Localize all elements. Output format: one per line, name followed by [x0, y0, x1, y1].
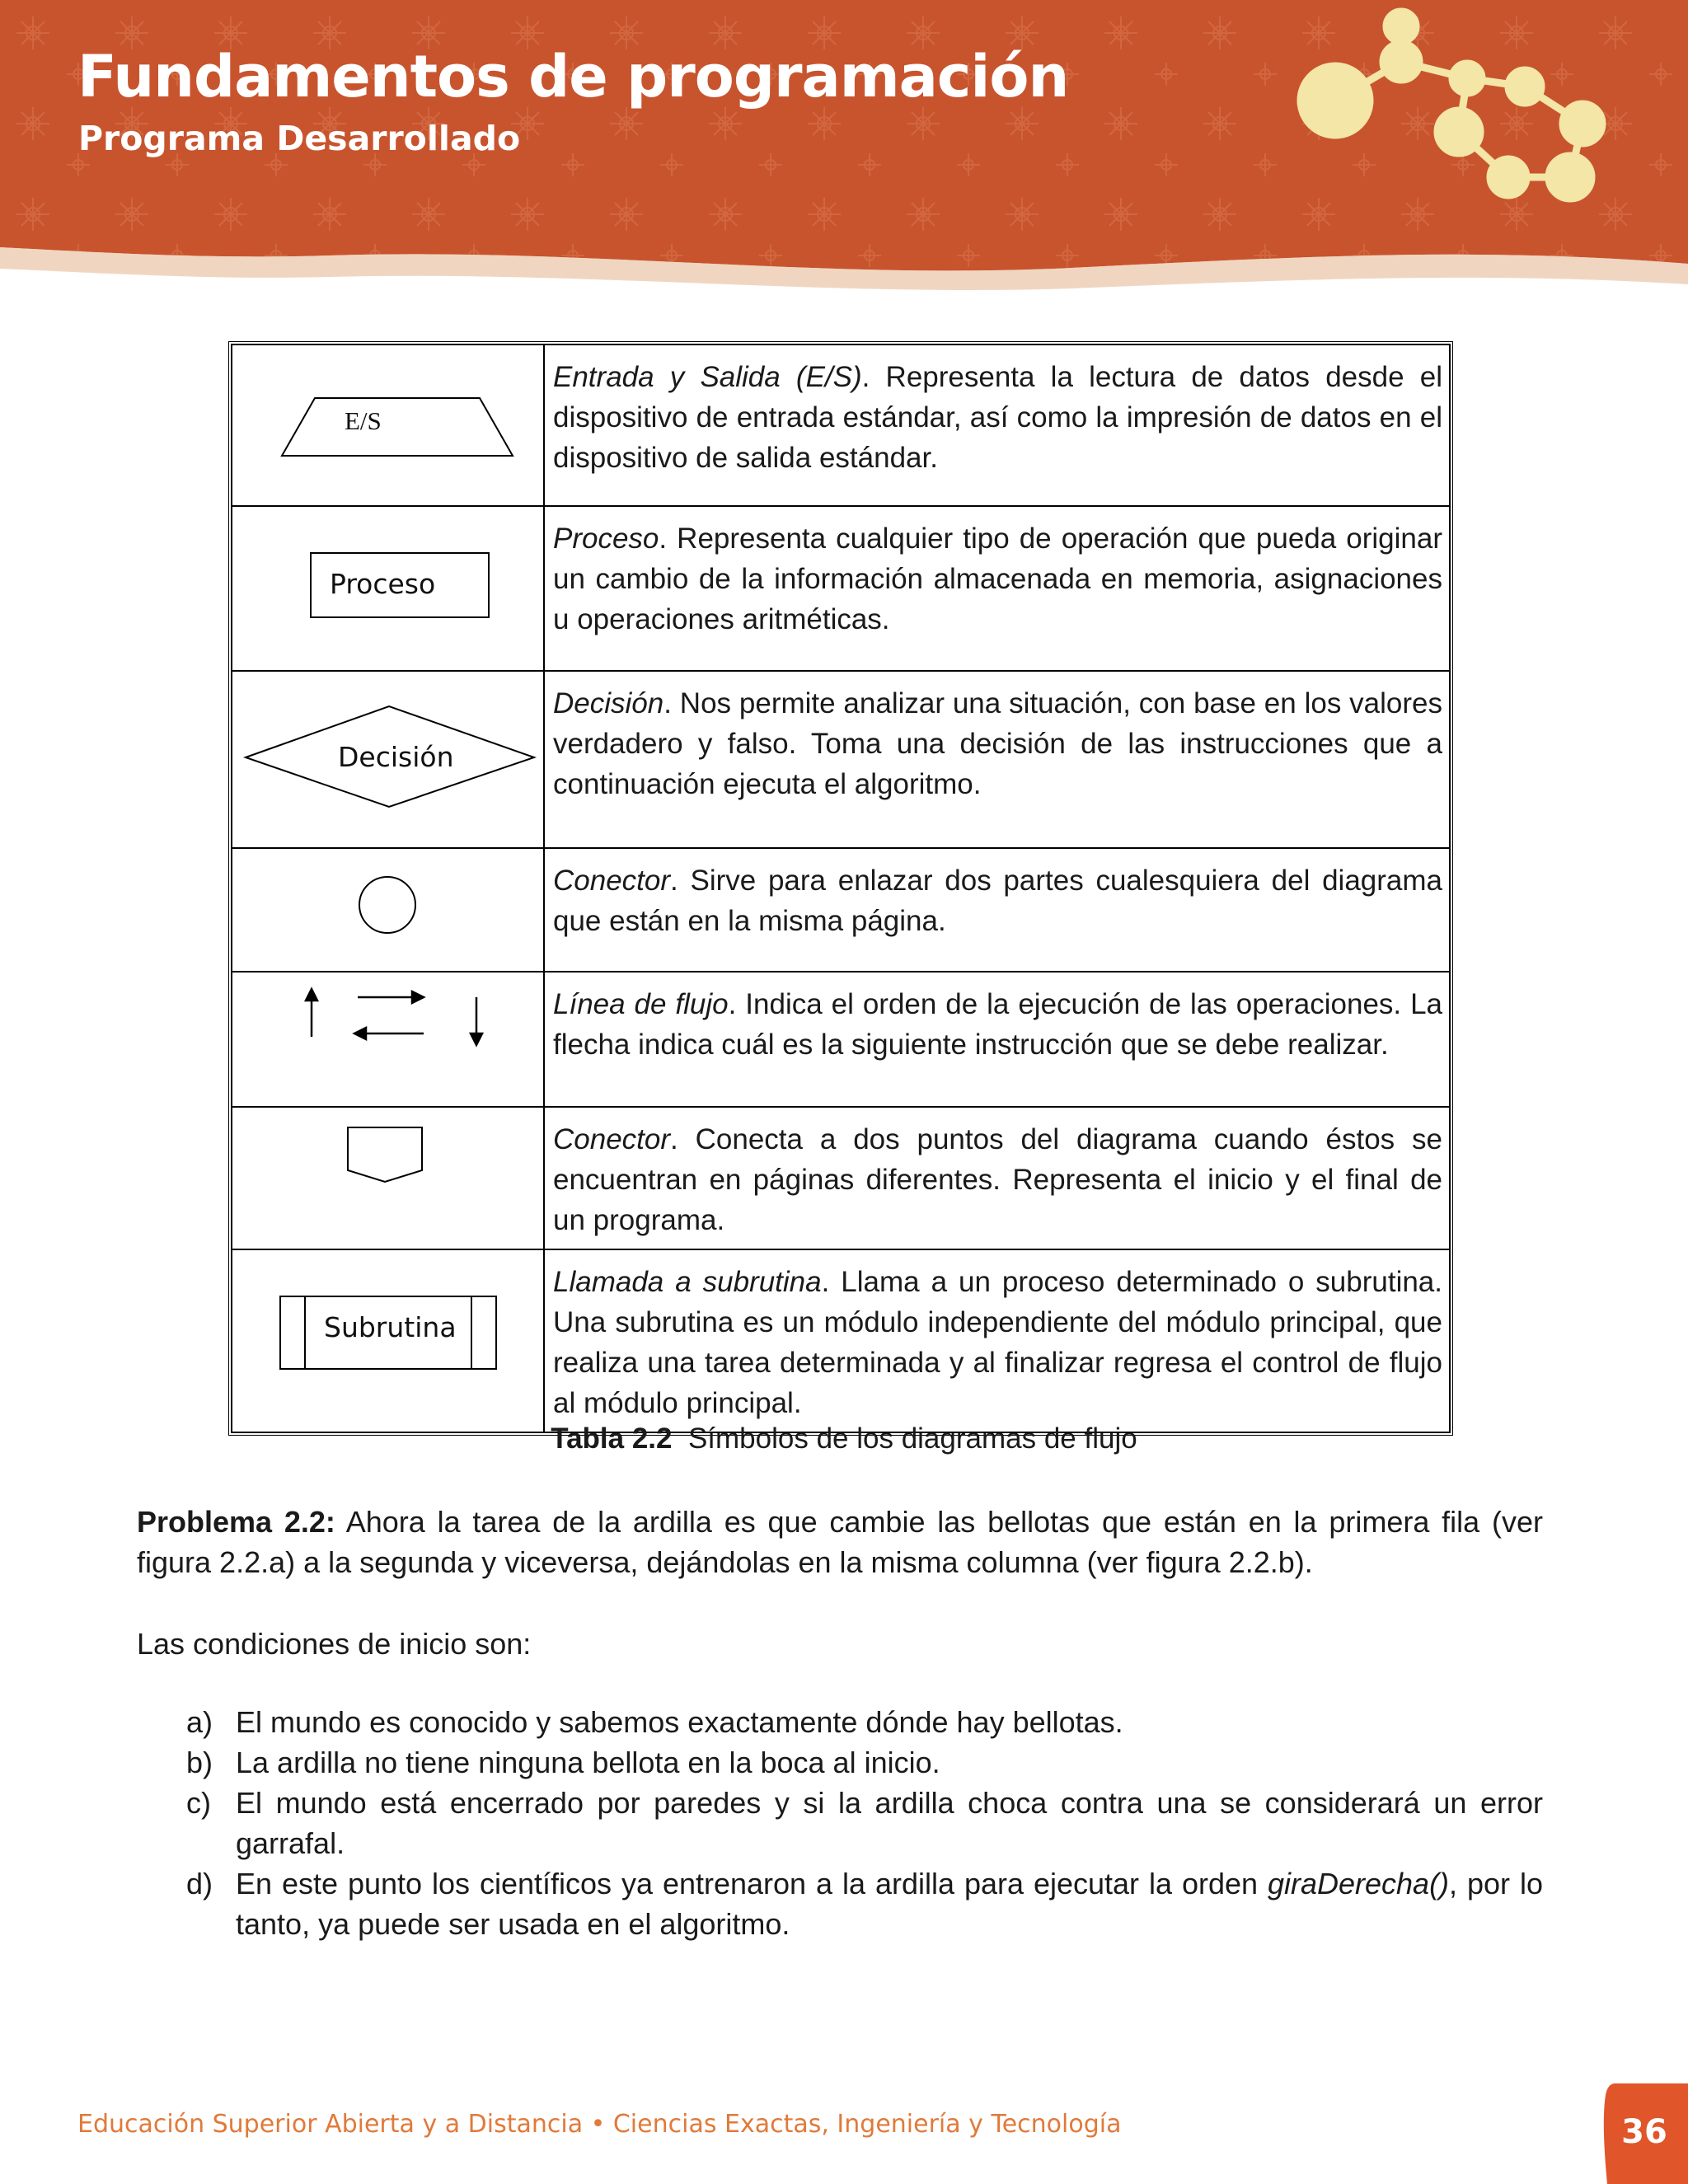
list-item-text: El mundo está encerrado por paredes y si la ardilla choca contra una se considerará un error garrafal. [236, 1786, 1543, 1860]
table-caption-text: Símbolos de los diagramas de flujo [687, 1422, 1137, 1455]
symbol-label: E/S [345, 406, 382, 435]
header-banner [0, 0, 1688, 297]
symbol-term: Llamada a subrutina [553, 1266, 822, 1298]
table-row [232, 506, 1450, 671]
description-cell [544, 1107, 1450, 1249]
page-number: 36 [1621, 2113, 1667, 2151]
list-item-text: En este punto los científicos ya entrenaron a la ardilla para ejecutar la orden [236, 1867, 1268, 1900]
symbol-cell [232, 1249, 544, 1432]
list-marker: c) [186, 1786, 211, 1820]
page-title: Fundamentos de programación [77, 43, 1069, 110]
problem-text: Ahora la tarea de la ardilla es que cambie las bellotas que están en la primera fila (ver figura 2.2.a) a la segunda y viceversa, dejándolas en la misma columna (ver figura 2.2.b). [137, 1505, 1543, 1579]
symbol-description: . Conecta a dos puntos del diagrama cuando éstos se encuentran en páginas diferentes. Representa el inicio y el final de un programa. [553, 1123, 1442, 1236]
list-marker: a) [186, 1705, 213, 1739]
table-row [232, 671, 1450, 848]
description-cell [544, 972, 1450, 1107]
page-subtitle: Programa Desarrollado [78, 119, 521, 158]
table-caption [0, 1422, 1688, 1455]
conditions-intro: Las condiciones de inicio son: [137, 1627, 532, 1661]
footer-text: Educación Superior Abierta y a Distancia • Ciencias Exactas, Ingeniería y Tecnología [77, 2110, 1122, 2139]
description-cell [544, 506, 1450, 671]
parallelogram-icon [232, 345, 543, 507]
symbol-cell [232, 506, 544, 671]
symbol-cell [232, 1107, 544, 1249]
list-marker: b) [186, 1746, 213, 1779]
table-row [232, 972, 1450, 1107]
symbol-label: Proceso [330, 568, 436, 600]
list-item-text: , por lo tanto, ya puede ser usada en el algoritmo. [236, 1867, 1543, 1941]
list-marker: d) [186, 1867, 213, 1900]
table-row [232, 344, 1450, 506]
list-item [137, 1742, 1543, 1783]
symbol-term: Entrada y Salida (E/S) [553, 361, 862, 393]
problem-label: Problema 2.2: [137, 1505, 335, 1539]
symbol-term: Línea de flujo [553, 988, 729, 1020]
symbol-description: . Nos permite analizar una situación, con base en los valores verdadero y falso. Toma una decisión de las instrucciones que a continuación ejecuta el algoritmo. [553, 687, 1442, 800]
symbol-term: Decisión [553, 687, 664, 719]
symbol-description: . Indica el orden de la ejecución de las operaciones. La flecha indica cuál es la siguiente instrucción que se debe realizar. [553, 988, 1443, 1061]
symbol-cell [232, 848, 544, 972]
circle-icon [232, 849, 543, 972]
arrows-icon [232, 972, 543, 1108]
list-item [137, 1863, 1543, 1944]
symbol-label: Subrutina [324, 1311, 457, 1343]
symbol-description: . Representa la lectura de datos desde el dispositivo de entrada estándar, así como la impresión de datos en el dispositivo de salida estándar. [553, 361, 1442, 474]
symbol-cell [232, 972, 544, 1107]
problem-paragraph [137, 1502, 1543, 1582]
description-cell [544, 344, 1450, 506]
description-cell [544, 671, 1450, 848]
table-row [232, 1107, 1450, 1249]
code-reference: giraDerecha() [1267, 1867, 1450, 1900]
symbol-description: . Representa cualquier tipo de operación que pueda originar un cambio de la información almacenada en memoria, asignaciones u operaciones aritméticas. [553, 523, 1442, 635]
list-item [137, 1702, 1543, 1742]
list-item [137, 1783, 1543, 1863]
symbol-cell [232, 344, 544, 506]
off-page-connector-icon [232, 1108, 543, 1246]
table-row [232, 1249, 1450, 1432]
symbol-description: . Llama a un proceso determinado o subrutina. Una subrutina es un módulo independiente del módulo principal, que realiza una tarea determinada y al finalizar regresa el control de flujo al módulo principal. [553, 1266, 1443, 1419]
list-item-text: La ardilla no tiene ninguna bellota en la boca al inicio. [236, 1746, 940, 1779]
description-cell [544, 848, 1450, 972]
table-row [232, 848, 1450, 972]
symbol-term: Conector [553, 865, 671, 897]
symbol-term: Proceso [553, 523, 659, 555]
list-item-text: El mundo es conocido y sabemos exactamente dónde hay bellotas. [236, 1705, 1123, 1739]
description-cell [544, 1249, 1450, 1432]
conditions-list [137, 1702, 1543, 1944]
table-caption-label: Tabla 2.2 [551, 1422, 673, 1455]
flowchart-symbols-table [228, 341, 1453, 1436]
symbol-description: . Sirve para enlazar dos partes cualesquiera del diagrama que están en la misma página. [553, 865, 1442, 937]
symbol-term: Conector [553, 1123, 671, 1155]
symbol-label: Decisión [338, 741, 454, 773]
symbol-cell [232, 671, 544, 848]
